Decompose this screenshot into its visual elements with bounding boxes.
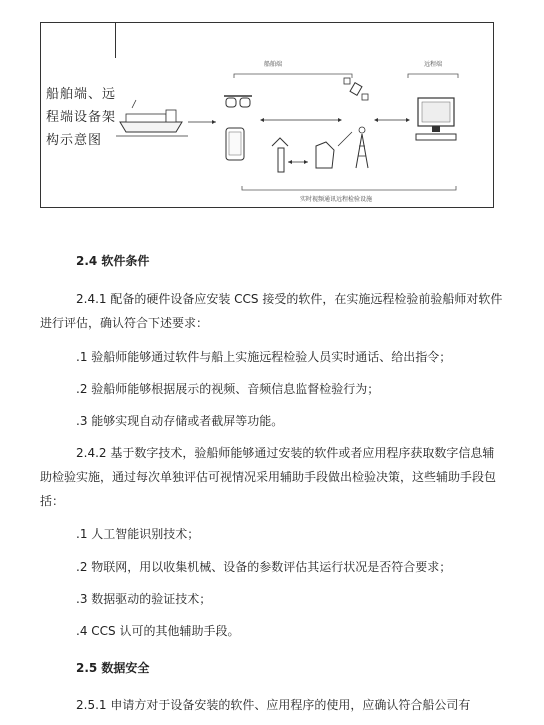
label-bottom: 实时视频通讯远程检验设施	[300, 196, 373, 203]
tower-link	[338, 132, 352, 146]
sensor-icon	[272, 138, 288, 172]
remote-end-bracket	[408, 74, 458, 78]
section-heading-2-4: 2.4 软件条件	[76, 254, 150, 268]
architecture-diagram	[112, 50, 492, 208]
list-item: .3 数据驱动的验证技术；	[76, 592, 212, 606]
ship-icon	[116, 100, 188, 136]
list-item: .2 物联网，用以收集机械、设备的参数评估其运行状况是否符合要求；	[76, 560, 452, 574]
computer-icon	[416, 98, 456, 140]
list-item: .1 人工智能识别技术；	[76, 527, 200, 541]
section-heading-2-5: 2.5 数据安全	[76, 661, 150, 675]
paragraph-2-5-1: 2.5.1 申请方对于设备安装的软件、应用程序的使用，应确认符合船公司有	[76, 698, 471, 712]
camera-icon	[316, 142, 334, 168]
cell-tower-icon	[356, 127, 368, 168]
list-item: .1 验船师能够通过软件与船上实施远程检验人员实时通话、给出指令；	[76, 350, 452, 364]
tablet-screen	[229, 132, 241, 155]
paragraph-2-4-1: 2.4.1 配备的硬件设备应安装 CCS 接受的软件，在实施远程检验前验船师对软件进行评估，确认符合下述要求：	[40, 292, 503, 330]
label-remote-end: 远程端	[424, 61, 443, 68]
list-item: .4 CCS 认可的其他辅助手段。	[76, 624, 240, 638]
ship-end-bracket	[234, 74, 352, 78]
figure-caption: 船舶端、远程端设备架构示意图	[46, 87, 117, 148]
ship-arrow-head	[212, 120, 216, 124]
paragraph-2-4-2: 2.4.2 基于数字技术，验船师能够通过安装的软件或者应用程序获取数字信息辅助检验实施，通过每次单独评估可视情况采用辅助手段做出检验决策，这些辅助手段包括：	[40, 446, 497, 508]
bottom-bracket	[242, 186, 456, 190]
list-item: .3 能够实现自动存储或者截屏等功能。	[76, 414, 284, 428]
satellite-icon	[344, 78, 368, 100]
smart-glasses-icon	[224, 96, 252, 107]
list-item: .2 验船师能够根据展示的视频、音频信息监督检验行为；	[76, 382, 380, 396]
label-ship-end: 船舶端	[264, 61, 283, 68]
